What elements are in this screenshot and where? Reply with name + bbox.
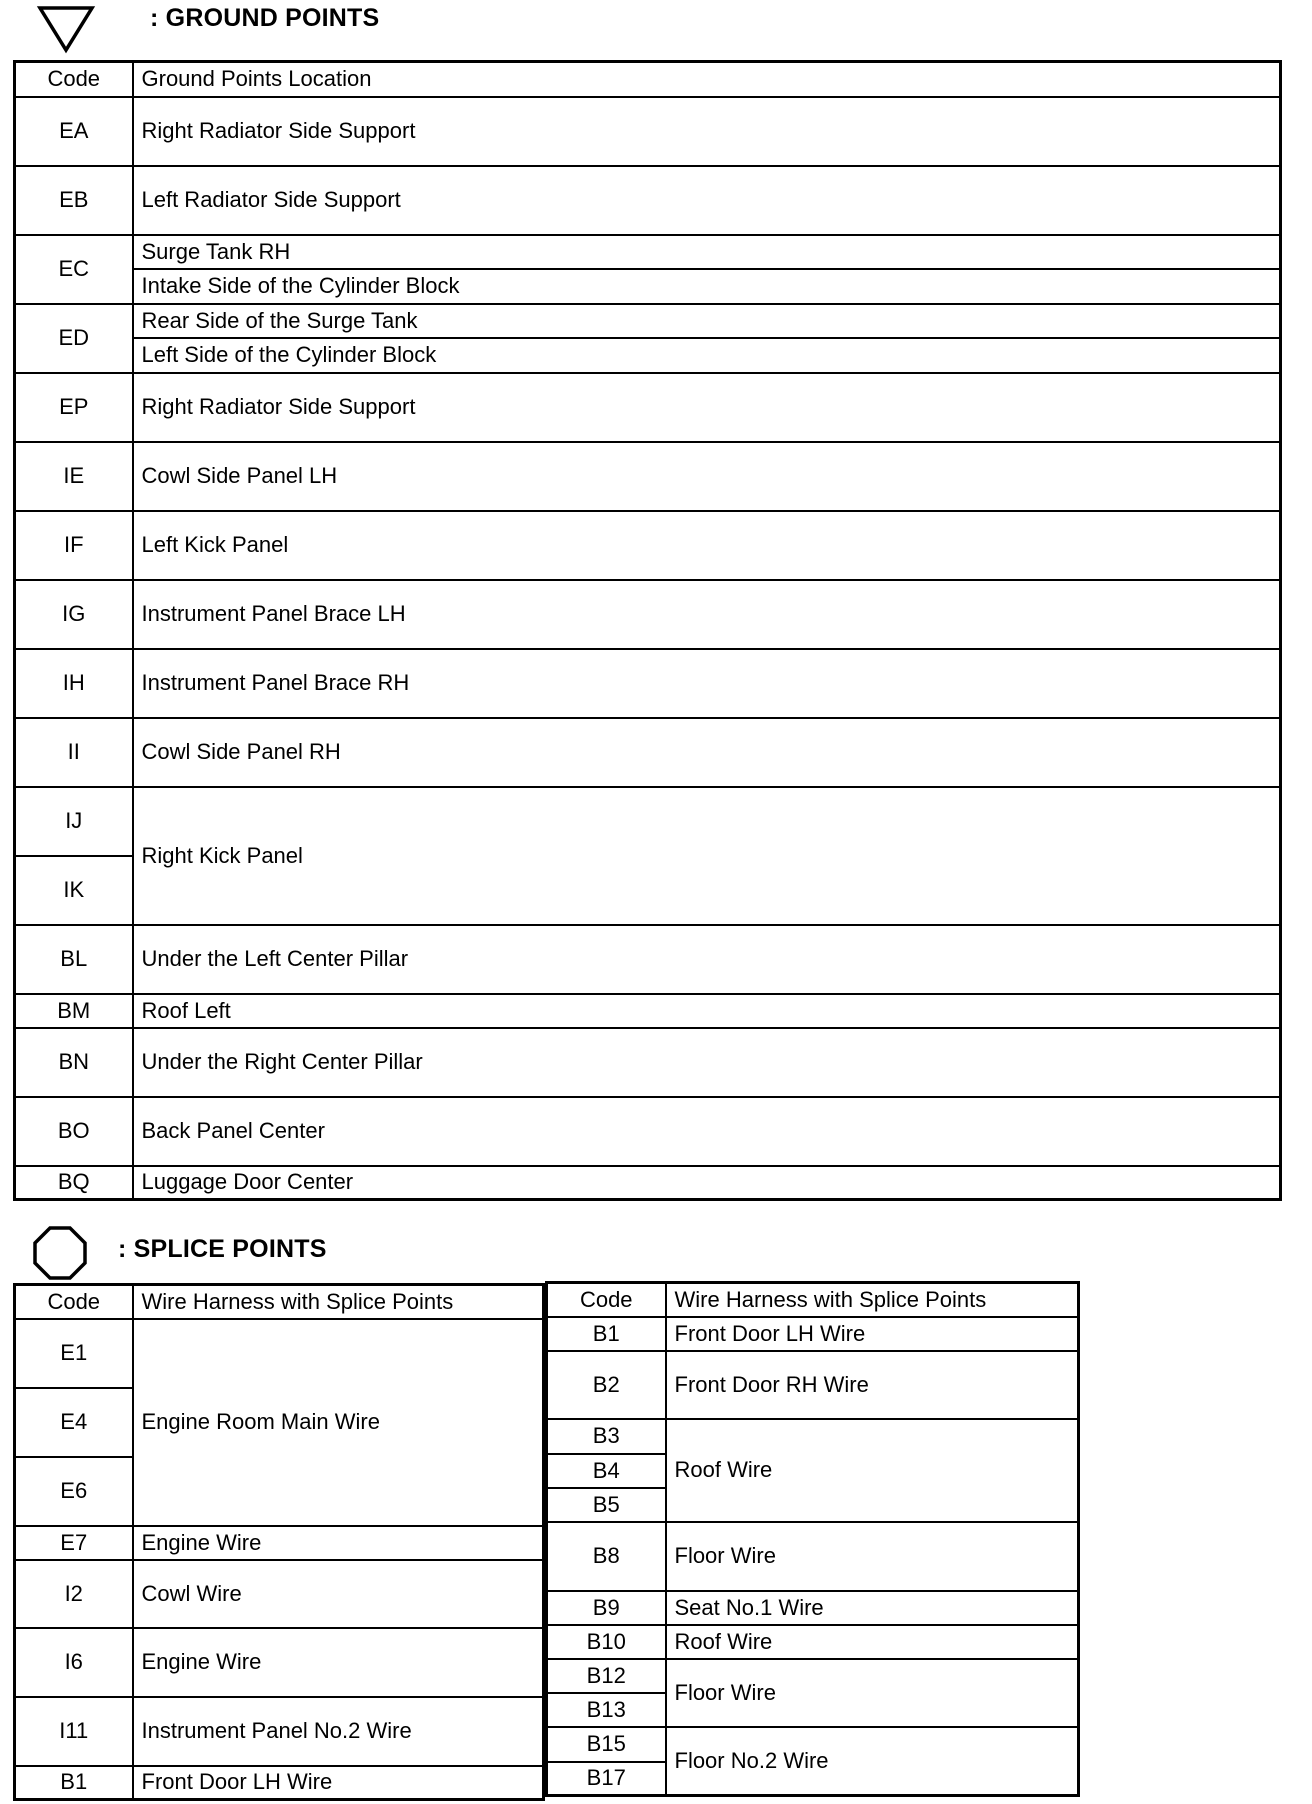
table-row [15,269,1281,304]
splice-harness: Engine Room Main Wire [133,1319,544,1526]
table-row [15,580,1281,649]
table-row [15,442,1281,511]
table-row [547,1419,1079,1454]
header-code: Code [15,62,133,97]
ground-location: Left Kick Panel [133,511,1281,580]
ground-code: BO [15,1097,133,1166]
splice-code: B12 [547,1659,666,1693]
table-row [15,994,1281,1028]
ground-location: Right Radiator Side Support [133,97,1281,166]
ground-code: IK [15,856,133,925]
ground-location: Right Radiator Side Support [133,373,1281,442]
splice-code: B15 [547,1727,666,1762]
ground-location: Luggage Door Center [133,1166,1281,1200]
splice-code: I11 [15,1697,133,1766]
splice-code: B3 [547,1419,666,1454]
splice-code: E1 [15,1319,133,1388]
splice-points-table-left [13,1283,545,1801]
ground-location: Surge Tank RH [133,235,1281,269]
splice-harness: Seat No.1 Wire [666,1591,1079,1625]
ground-code: EB [15,166,133,235]
splice-code: B10 [547,1625,666,1659]
table-row [547,1317,1079,1351]
table-row [15,511,1281,580]
splice-harness: Front Door LH Wire [133,1766,544,1800]
ground-location: Back Panel Center [133,1097,1281,1166]
splice-harness: Front Door RH Wire [666,1351,1079,1419]
table-row [15,1697,544,1766]
splice-code: I6 [15,1628,133,1697]
header-code: Code [547,1283,666,1317]
ground-code: BN [15,1028,133,1097]
table-row [15,304,1281,338]
splice-harness: Engine Wire [133,1628,544,1697]
splice-code: B9 [547,1591,666,1625]
ground-code: IG [15,580,133,649]
header-code: Code [15,1285,133,1319]
table-row [15,718,1281,787]
table-row [15,338,1281,373]
table-row [15,1319,544,1388]
ground-code: EA [15,97,133,166]
table-row [547,1591,1079,1625]
ground-code: BQ [15,1166,133,1200]
ground-code: II [15,718,133,787]
ground-code: EP [15,373,133,442]
table-row [15,1526,544,1560]
splice-harness: Roof Wire [666,1419,1079,1522]
table-row [15,925,1281,994]
splice-harness: Instrument Panel No.2 Wire [133,1697,544,1766]
splice-points-heading [31,1224,327,1282]
splice-code: B5 [547,1488,666,1522]
ground-code: IE [15,442,133,511]
splice-code: E6 [15,1457,133,1526]
table-row [15,1628,544,1697]
splice-code: B13 [547,1693,666,1727]
table-row [15,1028,1281,1097]
splice-code: B1 [15,1766,133,1800]
splice-code: B8 [547,1522,666,1591]
table-row [547,1522,1079,1591]
triangle-down-icon [36,4,96,54]
table-header-row [547,1283,1079,1317]
table-header-row [15,1285,544,1319]
header-harness: Wire Harness with Splice Points [133,1285,544,1319]
table-row [15,97,1281,166]
splice-code: E4 [15,1388,133,1457]
splice-code: B17 [547,1762,666,1796]
splice-code: E7 [15,1526,133,1560]
ground-location: Left Radiator Side Support [133,166,1281,235]
splice-code: B4 [547,1454,666,1488]
ground-location: Cowl Side Panel LH [133,442,1281,511]
ground-points-title: : GROUND POINTS [150,3,380,32]
splice-harness: Roof Wire [666,1625,1079,1659]
ground-location: Intake Side of the Cylinder Block [133,269,1281,304]
ground-code: ED [15,304,133,373]
splice-points-title: : SPLICE POINTS [118,1234,327,1263]
table-row [15,373,1281,442]
table-row [15,1166,1281,1200]
ground-location: Instrument Panel Brace RH [133,649,1281,718]
splice-code: I2 [15,1560,133,1628]
ground-code: IJ [15,787,133,856]
ground-location: Under the Left Center Pillar [133,925,1281,994]
table-row [547,1659,1079,1693]
table-row [15,1766,544,1800]
splice-harness: Front Door LH Wire [666,1317,1079,1351]
table-row [15,787,1281,856]
table-row [15,166,1281,235]
ground-code: EC [15,235,133,304]
ground-code: BL [15,925,133,994]
header-harness: Wire Harness with Splice Points [666,1283,1079,1317]
ground-code: BM [15,994,133,1028]
table-row [15,1097,1281,1166]
table-row [547,1727,1079,1762]
table-row [547,1351,1079,1419]
ground-location: Left Side of the Cylinder Block [133,338,1281,373]
splice-code: B2 [547,1351,666,1419]
splice-harness: Cowl Wire [133,1560,544,1628]
ground-location: Roof Left [133,994,1281,1028]
ground-location: Cowl Side Panel RH [133,718,1281,787]
header-location: Ground Points Location [133,62,1281,97]
ground-location: Rear Side of the Surge Tank [133,304,1281,338]
table-header-row [15,62,1281,97]
table-row [15,1560,544,1628]
ground-location: Instrument Panel Brace LH [133,580,1281,649]
splice-harness: Floor Wire [666,1659,1079,1727]
splice-harness: Engine Wire [133,1526,544,1560]
ground-location: Right Kick Panel [133,787,1281,925]
ground-code: IF [15,511,133,580]
table-row [15,649,1281,718]
splice-harness: Floor Wire [666,1522,1079,1591]
table-row [547,1625,1079,1659]
ground-points-table [13,60,1282,1201]
splice-harness: Floor No.2 Wire [666,1727,1079,1796]
splice-code: B1 [547,1317,666,1351]
ground-location: Under the Right Center Pillar [133,1028,1281,1097]
octagon-icon [31,1224,89,1282]
splice-points-table-right [545,1281,1080,1797]
table-row [15,235,1281,269]
ground-code: IH [15,649,133,718]
ground-points-heading [36,4,379,54]
